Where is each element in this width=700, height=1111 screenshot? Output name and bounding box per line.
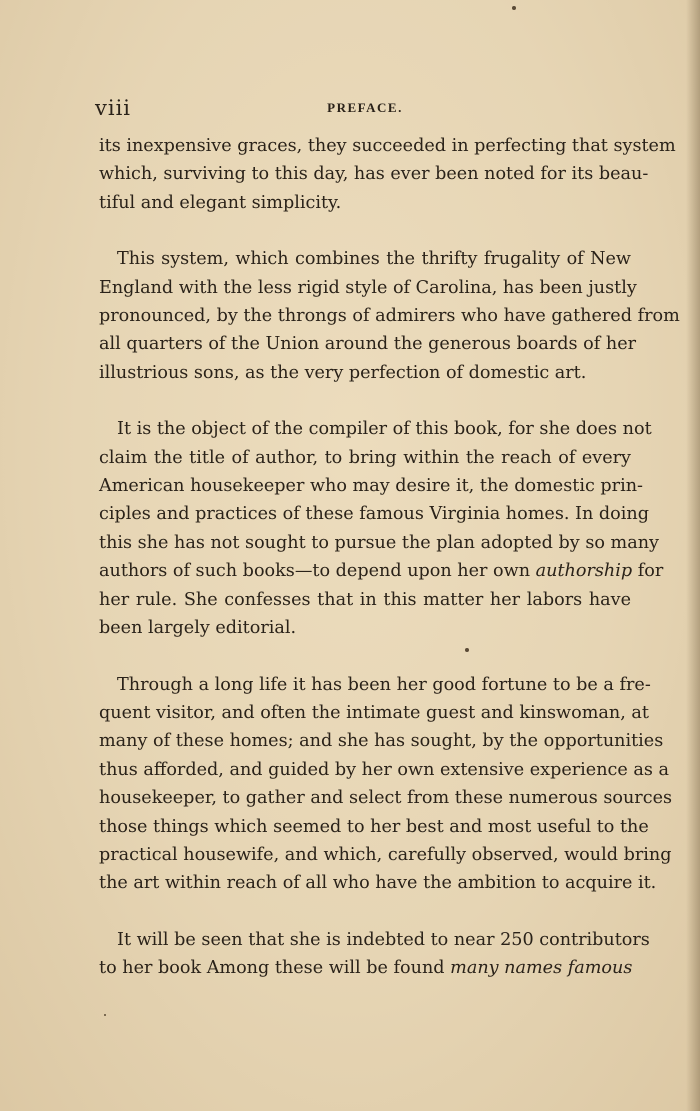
text-line: This system, which combines the thrifty frugality of New [117,249,631,270]
text-line: all quarters of the Union around the generous boards of her [99,334,637,355]
page-header [95,96,635,122]
italic-emphasis: many names famous [450,958,633,979]
page-body [99,132,680,1011]
text-line: thus afforded, and guided by her own extensive experience as a [99,759,670,780]
text-line: practical housewife, and which, carefully observed, would bring [99,844,672,865]
text-line: quent visitor, and often the intimate guest and kinswoman, at [99,702,649,723]
text-line: claim the title of author, to bring within the reach of every [99,447,631,468]
text-segment: authors of such books—to depend upon her own [99,561,536,582]
text-line: her rule. She confesses that in this matter her labors have [99,589,631,610]
text-line: housekeeper, to gather and select from these numerous sources [99,788,673,809]
text-line: American housekeeper who may desire it, the domestic prin- [99,476,643,497]
page-number: viii [95,96,132,120]
paragraph-3 [99,415,664,642]
text-line: tiful and elegant simplicity. [99,192,342,213]
ink-speck [512,6,516,10]
text-line: pronounced, by the throngs of admirers who have gathered from [99,306,680,327]
text-line [99,557,664,585]
ink-speck [104,1014,106,1016]
text-segment: to her book Among these will be found [99,958,451,979]
text-line: the art within reach of all who have the ambition to acquire it. [99,873,657,894]
paragraph-5 [99,926,650,983]
text-segment: for [632,561,664,582]
text-line: It is the object of the compiler of this book, for she does not [117,419,652,440]
text-line: this she has not sought to pursue the plan adopted by so many [99,532,659,553]
paragraph-2 [99,245,680,387]
text-line: which, surviving to this day, has ever been noted for its beau- [99,164,649,185]
text-line: It will be seen that she is indebted to near 250 contributors [117,929,650,950]
text-line: its inexpensive graces, they succeeded in perfecting that system [99,136,676,156]
text-line: Through a long life it has been her good fortune to be a fre- [117,674,651,695]
text-line: illustrious sons, as the very perfection of domestic art. [99,362,587,383]
text-line: England with the less rigid style of Carolina, has been justly [99,277,637,298]
running-head: PREFACE. [327,100,403,115]
text-line [99,954,631,982]
text-line: been largely editorial. [99,618,297,639]
page-edge-shadow [686,0,700,1111]
text-line: those things which seemed to her best and most useful to the [99,816,649,837]
text-line: many of these homes; and she has sought, by the opportunities [99,731,664,752]
ink-speck [465,648,469,652]
text-line: ciples and practices of these famous Virginia homes. In doing [99,504,649,525]
paragraph-4 [99,671,673,898]
italic-emphasis: authorship [535,561,633,582]
paragraph-1 [99,132,676,217]
